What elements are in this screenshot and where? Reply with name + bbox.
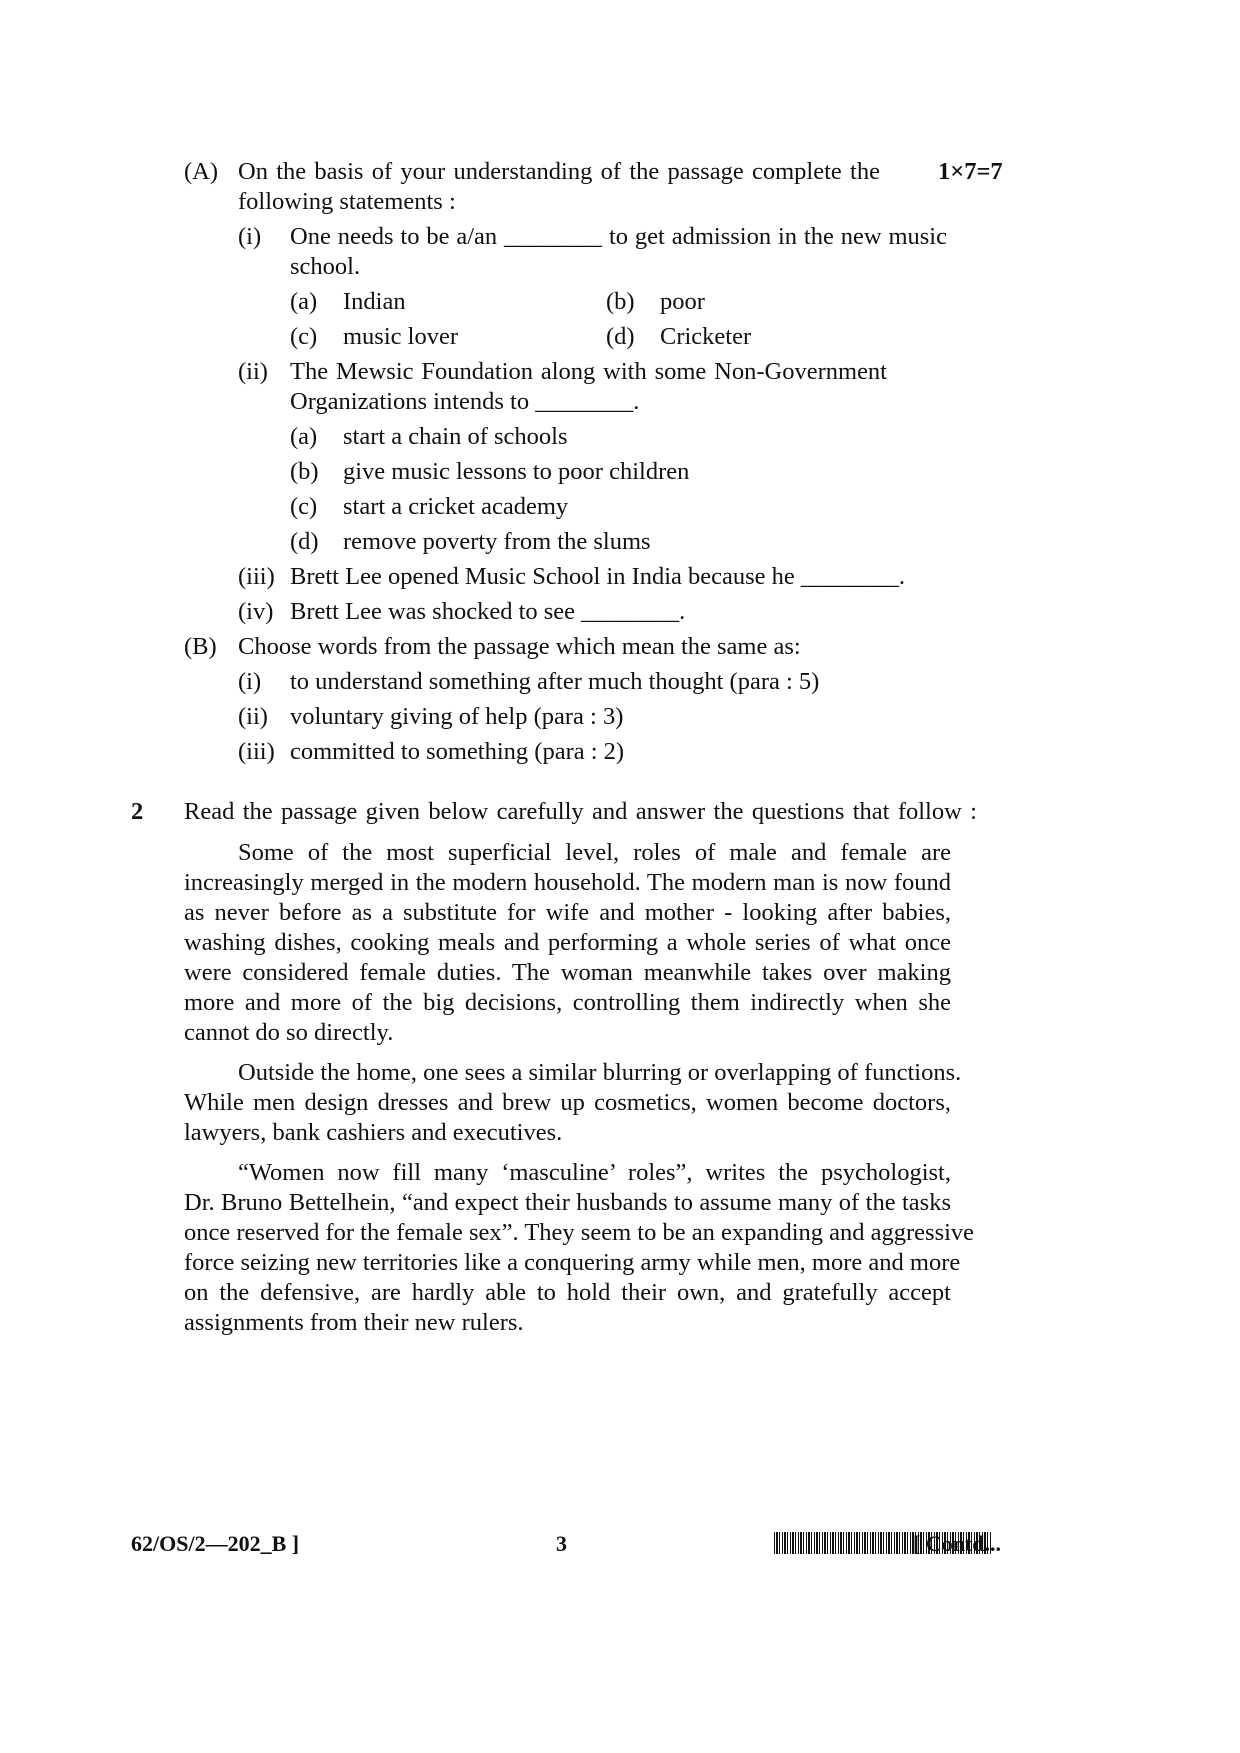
passage-line: lawyers, bank cashiers and executives. (184, 1119, 563, 1146)
passage-line: Some of the most superficial level, roles of male and female are (238, 839, 951, 866)
question-number: 2 (131, 798, 144, 825)
passage-line: once reserved for the female sex”. They seem to be an expanding and aggressive (184, 1219, 975, 1246)
question-number: (iii) (238, 563, 275, 590)
passage-line: Outside the home, one sees a similar blurring or overlapping of functions. (238, 1059, 962, 1086)
option-text: Cricketer (660, 323, 752, 350)
passage-line: While men design dresses and brew up cosmetics, women become doctors, (184, 1089, 951, 1116)
passage-line: washing dishes, cooking meals and performing a whole series of what once (184, 929, 951, 956)
option-text: remove poverty from the slums (343, 528, 651, 555)
passage-line: more and more of the big decisions, controlling them indirectly when she (184, 989, 951, 1016)
passage-line: Dr. Bruno Bettelhein, “and expect their husbands to assume many of the tasks (184, 1189, 951, 1216)
option-label: (c) (290, 323, 318, 350)
option-label: (d) (290, 528, 319, 555)
passage-line: on the defensive, are hardly able to hold their own, and gratefully accept (184, 1279, 951, 1306)
question-text-line2: Organizations intends to ________. (290, 388, 640, 415)
continued-label: [ Contd... (913, 1531, 1002, 1556)
section-b-label: (B) (184, 633, 217, 660)
option-text: Indian (343, 288, 406, 315)
option-label: (c) (290, 493, 318, 520)
option-text: start a cricket academy (343, 493, 569, 520)
section-a-label: (A) (184, 158, 219, 185)
passage-line: assignments from their new rulers. (184, 1309, 524, 1336)
question-text: Brett Lee was shocked to see ________. (290, 598, 686, 625)
question-text-line2: school. (290, 253, 361, 280)
option-label: (b) (290, 458, 319, 485)
question-text-line1: One needs to be a/an ________ to get admission in the new music (290, 223, 947, 250)
item-text: committed to something (para : 2) (290, 738, 625, 765)
option-text: give music lessons to poor children (343, 458, 690, 485)
option-text: start a chain of schools (343, 423, 568, 450)
passage-line: “Women now fill many ‘masculine’ roles”, writes the psychologist, (238, 1159, 951, 1186)
passage-line: were considered female duties. The woman meanwhile takes over making (184, 959, 951, 986)
item-number: (i) (238, 668, 262, 695)
question-instruction: Read the passage given below carefully and answer the questions that follow : (184, 798, 977, 825)
item-text: voluntary giving of help (para : 3) (290, 703, 624, 730)
section-a-text-line1: On the basis of your understanding of the passage complete the (238, 158, 880, 185)
page-number: 3 (556, 1531, 567, 1556)
item-text: to understand something after much thought (para : 5) (290, 668, 820, 695)
passage-line: increasingly merged in the modern household. The modern man is now found (184, 869, 951, 896)
option-label: (d) (606, 323, 635, 350)
question-number: (iv) (238, 598, 274, 625)
passage-line: as never before as a substitute for wife and mother - looking after babies, (184, 899, 951, 926)
option-label: (b) (606, 288, 635, 315)
question-text-line1: The Mewsic Foundation along with some Non-Government (290, 358, 887, 385)
item-number: (iii) (238, 738, 275, 765)
item-number: (ii) (238, 703, 268, 730)
option-label: (a) (290, 423, 318, 450)
question-number: (ii) (238, 358, 268, 385)
marks-label: 1×7=7 (938, 158, 1003, 185)
option-text: poor (660, 288, 705, 315)
option-text: music lover (343, 323, 458, 350)
section-b-text: Choose words from the passage which mean the same as: (238, 633, 801, 660)
question-text: Brett Lee opened Music School in India because he ________. (290, 563, 906, 590)
option-label: (a) (290, 288, 318, 315)
section-a-text-line2: following statements : (238, 188, 456, 215)
question-number: (i) (238, 223, 262, 250)
passage-line: force seizing new territories like a conquering army while men, more and more (184, 1249, 961, 1276)
passage-line: cannot do so directly. (184, 1019, 394, 1046)
paper-code: 62/OS/2—202_B ] (131, 1531, 300, 1556)
